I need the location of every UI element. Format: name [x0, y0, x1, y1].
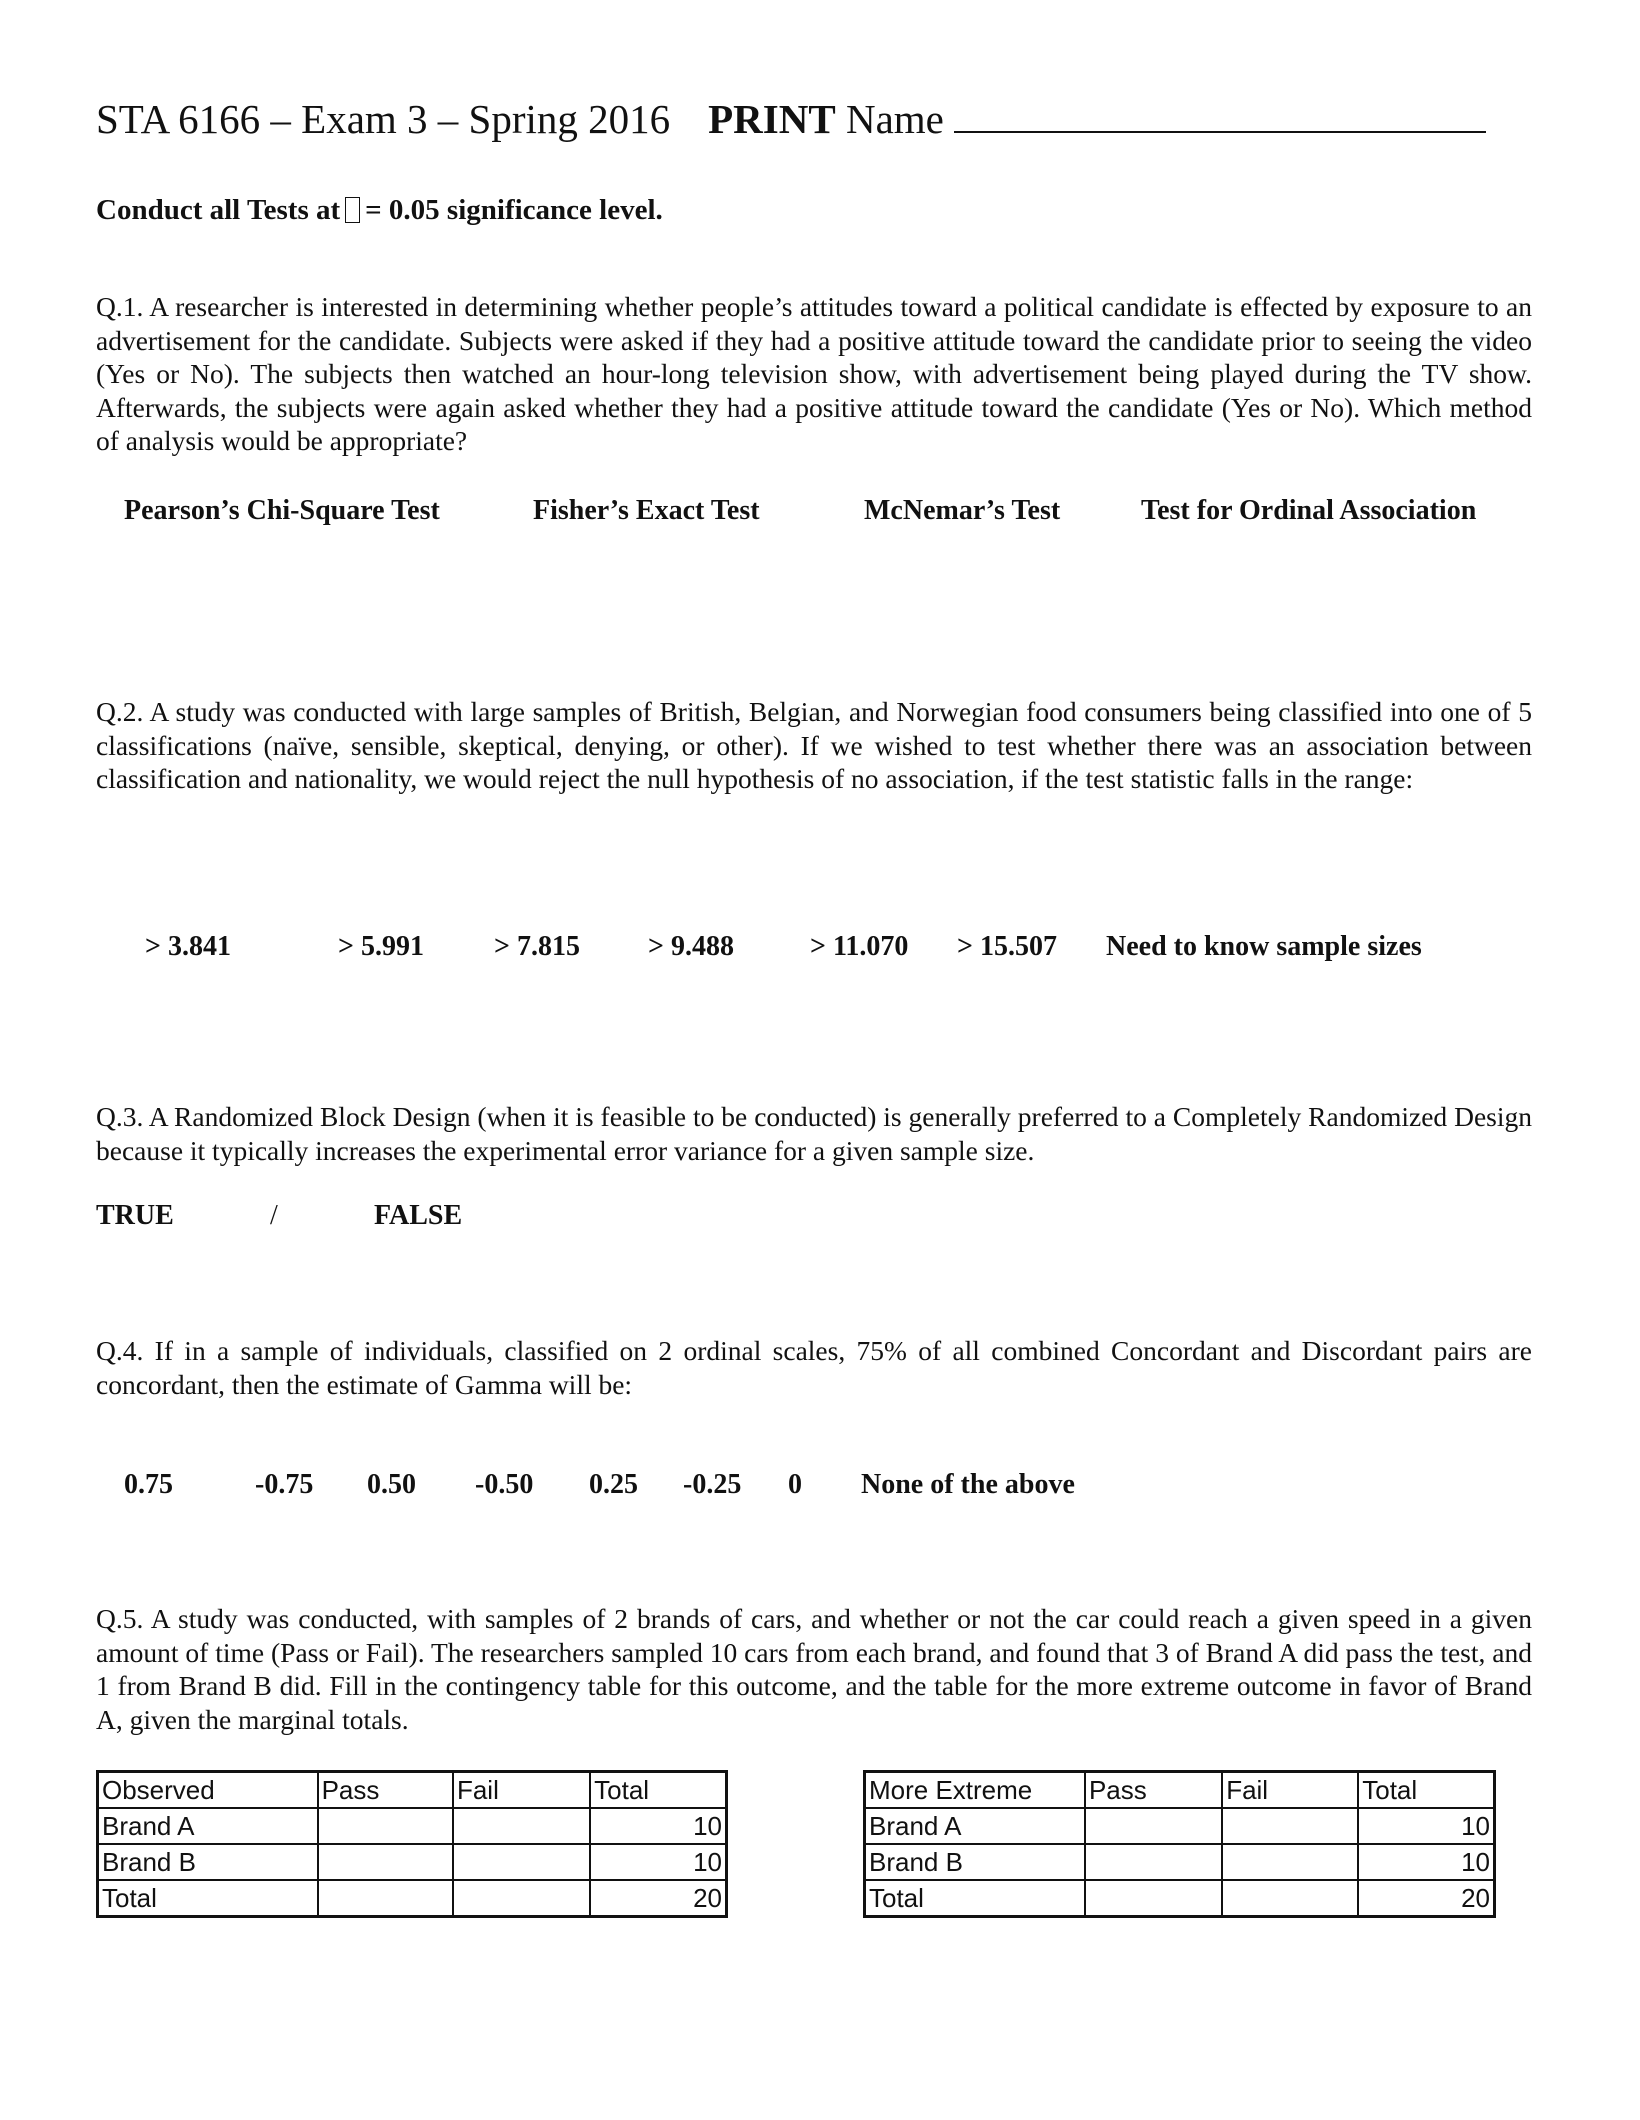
instruction	[96, 194, 663, 227]
observed-table	[96, 1770, 728, 1918]
q4-option[interactable]: -0.75	[255, 1469, 314, 1500]
fill-cell[interactable]	[318, 1844, 453, 1880]
q4-option[interactable]: -0.50	[475, 1469, 534, 1500]
total-cell: 10	[590, 1844, 726, 1880]
name-label: Name	[845, 96, 944, 142]
fill-cell[interactable]	[1222, 1844, 1358, 1880]
table-header-cell: Fail	[453, 1772, 590, 1809]
q1-option[interactable]: Fisher’s Exact Test	[533, 495, 760, 526]
name-blank-line[interactable]	[954, 95, 1486, 133]
instruction-before: Conduct all Tests at	[96, 194, 341, 226]
table-header-cell: Pass	[318, 1772, 453, 1809]
q3-separator: /	[270, 1200, 278, 1231]
q1-option[interactable]: Test for Ordinal Association	[1141, 495, 1477, 526]
table-header-row	[865, 1772, 1495, 1809]
table-header-row	[98, 1772, 727, 1809]
row-label: Total	[98, 1880, 318, 1917]
course-title: STA 6166 – Exam 3 – Spring 2016	[96, 96, 671, 142]
fill-cell[interactable]	[1222, 1808, 1358, 1844]
fill-cell[interactable]	[453, 1844, 590, 1880]
q4-option[interactable]: 0.25	[589, 1469, 638, 1500]
table-header-cell: Pass	[1085, 1772, 1222, 1809]
q4-option[interactable]: 0.50	[367, 1469, 416, 1500]
fill-cell[interactable]	[318, 1808, 453, 1844]
table-row	[865, 1880, 1495, 1917]
q2-text: Q.2. A study was conducted with large samples of British, Belgian, and Norwegian food consumers being classified into one of 5 classifications (naïve, sensible, skeptical, denying, or other). If we wished to test whether there was an association between classification and nationality, we would reject the null hypothesis of no association, if the test statistic falls in the range:	[96, 696, 1532, 795]
q2-option[interactable]: > 15.507	[957, 931, 1057, 962]
table-row	[98, 1808, 727, 1844]
row-label: Brand B	[865, 1844, 1085, 1880]
q3-text: Q.3. A Randomized Block Design (when it is feasible to be conducted) is generally preferred to a Completely Randomized Design because it typically increases the experimental error variance for a given sample size.	[96, 1101, 1532, 1166]
q4-option[interactable]: 0.75	[124, 1469, 173, 1500]
q2-option[interactable]: > 9.488	[648, 931, 734, 962]
q3-option-true[interactable]: TRUE	[96, 1200, 174, 1231]
q1-text: Q.1. A researcher is interested in determining whether people’s attitudes toward a political candidate is effected by exposure to an advertisement for the candidate. Subjects were asked if they had a positive attitude toward the candidate prior to seeing the video (Yes or No). The subjects then watched an hour-long television show, with advertisement being played during the TV show. Afterwards, the subjects were again asked whether they had a positive attitude toward the candidate (Yes or No). Which method of analysis would be appropriate?	[96, 291, 1532, 457]
total-cell: 20	[590, 1880, 726, 1917]
total-cell: 10	[590, 1808, 726, 1844]
table-row	[865, 1844, 1495, 1880]
fill-cell[interactable]	[453, 1808, 590, 1844]
q2-option[interactable]: > 7.815	[494, 931, 580, 962]
q2-option[interactable]: > 3.841	[145, 931, 231, 962]
table-row	[98, 1880, 727, 1917]
q4-text: Q.4. If in a sample of individuals, classified on 2 ordinal scales, 75% of all combined Concordant and Discordant pairs are concordant, then the estimate of Gamma will be:	[96, 1335, 1532, 1400]
fill-cell[interactable]	[1085, 1808, 1222, 1844]
q4-option[interactable]: None of the above	[861, 1469, 1075, 1500]
total-cell: 20	[1358, 1880, 1494, 1917]
q2-option[interactable]: > 11.070	[810, 931, 909, 962]
fill-cell[interactable]	[318, 1880, 453, 1917]
row-label: Brand A	[98, 1808, 318, 1844]
instruction-after: = 0.05 significance level.	[365, 194, 663, 226]
exam-header	[96, 95, 1486, 143]
q1-option[interactable]: McNemar’s Test	[864, 495, 1061, 526]
table-row	[98, 1844, 727, 1880]
total-cell: 10	[1358, 1808, 1494, 1844]
q3-option-false[interactable]: FALSE	[374, 1200, 463, 1231]
fill-cell[interactable]	[1222, 1880, 1358, 1917]
fill-cell[interactable]	[1085, 1880, 1222, 1917]
total-cell: 10	[1358, 1844, 1494, 1880]
row-label: Total	[865, 1880, 1085, 1917]
q4-option[interactable]: 0	[788, 1469, 802, 1500]
table-header-cell: Observed	[98, 1772, 318, 1809]
print-label: PRINT	[708, 96, 836, 142]
q2-option[interactable]: Need to know sample sizes	[1106, 931, 1422, 962]
table-header-cell: More Extreme	[865, 1772, 1085, 1809]
q1-option[interactable]: Pearson’s Chi-Square Test	[124, 495, 440, 526]
more-extreme-table	[863, 1770, 1496, 1918]
row-label: Brand B	[98, 1844, 318, 1880]
table-header-cell: Total	[590, 1772, 726, 1809]
q2-option[interactable]: > 5.991	[338, 931, 424, 962]
alpha-symbol-icon	[345, 197, 360, 223]
q4-option[interactable]: -0.25	[683, 1469, 742, 1500]
fill-cell[interactable]	[1085, 1844, 1222, 1880]
table-header-cell: Total	[1358, 1772, 1494, 1809]
table-row	[865, 1808, 1495, 1844]
q5-text: Q.5. A study was conducted, with samples of 2 brands of cars, and whether or not the car could reach a given speed in a given amount of time (Pass or Fail). The researchers sampled 10 cars from each brand, and found that 3 of Brand A did pass the test, and 1 from Brand B did. Fill in the contingency table for this outcome, and the table for the more extreme outcome in favor of Brand A, given the marginal totals.	[96, 1603, 1532, 1735]
fill-cell[interactable]	[453, 1880, 590, 1917]
row-label: Brand A	[865, 1808, 1085, 1844]
table-header-cell: Fail	[1222, 1772, 1358, 1809]
